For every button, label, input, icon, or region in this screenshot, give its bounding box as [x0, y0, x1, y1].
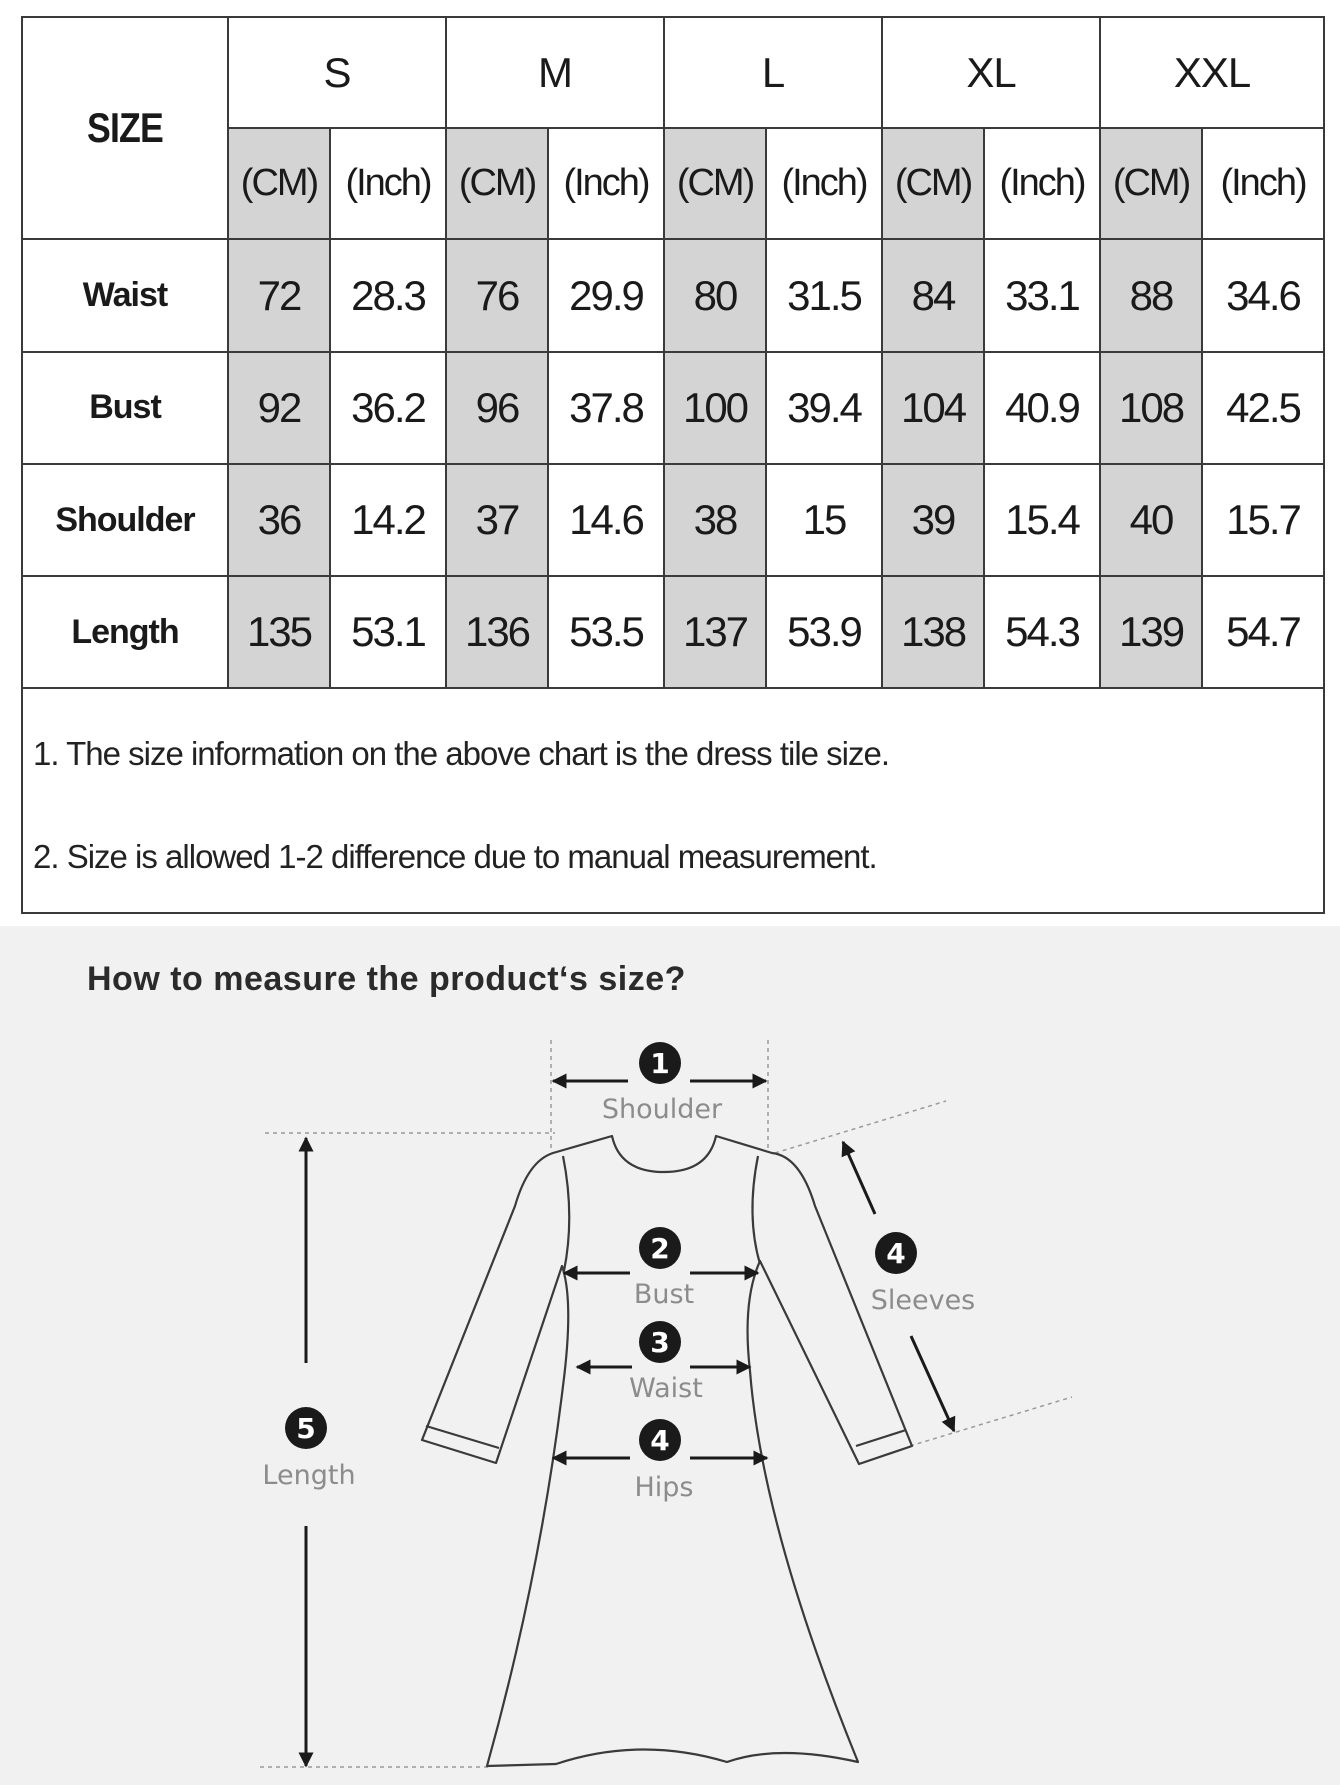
table-cell: 100 — [664, 352, 766, 464]
table-cell: 15 — [766, 464, 882, 576]
dress-diagram — [0, 926, 1340, 1785]
badge-1-shoulder — [602, 1042, 723, 1125]
table-cell: 40.9 — [984, 352, 1100, 464]
bust-label: Bust — [633, 1279, 695, 1310]
table-cell: 53.9 — [766, 576, 882, 688]
table-row-shoulder — [22, 464, 1324, 576]
table-cell: 108 — [1100, 352, 1202, 464]
waist-label: Waist — [629, 1373, 703, 1404]
unit-inch-header: (Inch) — [548, 128, 664, 239]
unit-inch-header: (Inch) — [766, 128, 882, 239]
badge-number: 3 — [650, 1326, 670, 1359]
unit-inch-header: (Inch) — [984, 128, 1100, 239]
table-cell: 37 — [446, 464, 548, 576]
size-header-l: L — [664, 17, 882, 128]
shoulder-label: Shoulder — [601, 1094, 723, 1125]
table-cell: 37.8 — [548, 352, 664, 464]
table-cell: 29.9 — [548, 239, 664, 351]
table-cell: 42.5 — [1202, 352, 1324, 464]
table-cell: 40 — [1100, 464, 1202, 576]
table-cell: 54.3 — [984, 576, 1100, 688]
unit-cm-header: (CM) — [228, 128, 330, 239]
table-cell: 31.5 — [766, 239, 882, 351]
table-cell: 135 — [228, 576, 330, 688]
table-cell: 15.4 — [984, 464, 1100, 576]
row-label: Bust — [22, 352, 228, 464]
table-cell: 14.6 — [548, 464, 664, 576]
badge-2-bust — [634, 1227, 694, 1310]
table-cell: 38 — [664, 464, 766, 576]
table-cell: 34.6 — [1202, 239, 1324, 351]
table-row-length — [22, 576, 1324, 688]
row-label: Waist — [22, 239, 228, 351]
notes-cell — [22, 688, 1324, 913]
unit-cm-header: (CM) — [446, 128, 548, 239]
table-cell: 96 — [446, 352, 548, 464]
size-header-s: S — [228, 17, 446, 128]
unit-cm-header: (CM) — [664, 128, 766, 239]
badge-4-hips — [634, 1419, 693, 1503]
size-header-xxl: XXL — [1100, 17, 1324, 128]
size-header-xl: XL — [882, 17, 1100, 128]
note-1: 1. The size information on the above chart is the dress tile size. — [33, 734, 890, 772]
table-row-bust — [22, 352, 1324, 464]
size-header-m: M — [446, 17, 664, 128]
table-cell: 14.2 — [330, 464, 446, 576]
unit-inch-header: (Inch) — [1202, 128, 1324, 239]
table-cell: 88 — [1100, 239, 1202, 351]
badge-number: 2 — [650, 1232, 670, 1265]
table-notes-row — [22, 688, 1324, 913]
table-cell: 54.7 — [1202, 576, 1324, 688]
row-label: Shoulder — [22, 464, 228, 576]
length-label: Length — [262, 1460, 356, 1491]
measure-title: How to measure the product‘s size? — [87, 960, 686, 998]
size-corner-label: SIZE — [87, 104, 163, 152]
badge-number: 4 — [650, 1424, 670, 1457]
measure-guide-section — [0, 926, 1340, 1785]
sleeves-label: Sleeves — [870, 1285, 976, 1316]
table-cell: 36 — [228, 464, 330, 576]
note-2: 2. Size is allowed 1-2 difference due to manual measurement. — [33, 837, 877, 875]
table-cell: 76 — [446, 239, 548, 351]
badge-number: 1 — [650, 1047, 670, 1080]
table-cell: 137 — [664, 576, 766, 688]
table-cell: 136 — [446, 576, 548, 688]
table-cell: 39.4 — [766, 352, 882, 464]
badge-number: 4 — [886, 1237, 906, 1270]
table-cell: 33.1 — [984, 239, 1100, 351]
table-cell: 39 — [882, 464, 984, 576]
hips-label: Hips — [634, 1472, 694, 1503]
badge-3-waist — [629, 1321, 703, 1404]
row-label: Length — [22, 576, 228, 688]
size-table — [21, 16, 1325, 914]
unit-cm-header: (CM) — [882, 128, 984, 239]
table-cell: 28.3 — [330, 239, 446, 351]
measure-arrows — [306, 1081, 954, 1766]
table-cell: 72 — [228, 239, 330, 351]
table-cell: 80 — [664, 239, 766, 351]
table-cell: 92 — [228, 352, 330, 464]
unit-inch-header: (Inch) — [330, 128, 446, 239]
table-cell: 53.5 — [548, 576, 664, 688]
table-cell: 84 — [882, 239, 984, 351]
size-corner-cell — [22, 17, 228, 239]
table-row-waist — [22, 239, 1324, 351]
table-cell: 104 — [882, 352, 984, 464]
badge-4-sleeves — [871, 1232, 976, 1316]
unit-cm-header: (CM) — [1100, 128, 1202, 239]
table-cell: 138 — [882, 576, 984, 688]
table-cell: 15.7 — [1202, 464, 1324, 576]
badge-number: 5 — [296, 1412, 316, 1445]
badge-5-length — [262, 1407, 355, 1491]
table-cell: 139 — [1100, 576, 1202, 688]
table-cell: 36.2 — [330, 352, 446, 464]
table-cell: 53.1 — [330, 576, 446, 688]
